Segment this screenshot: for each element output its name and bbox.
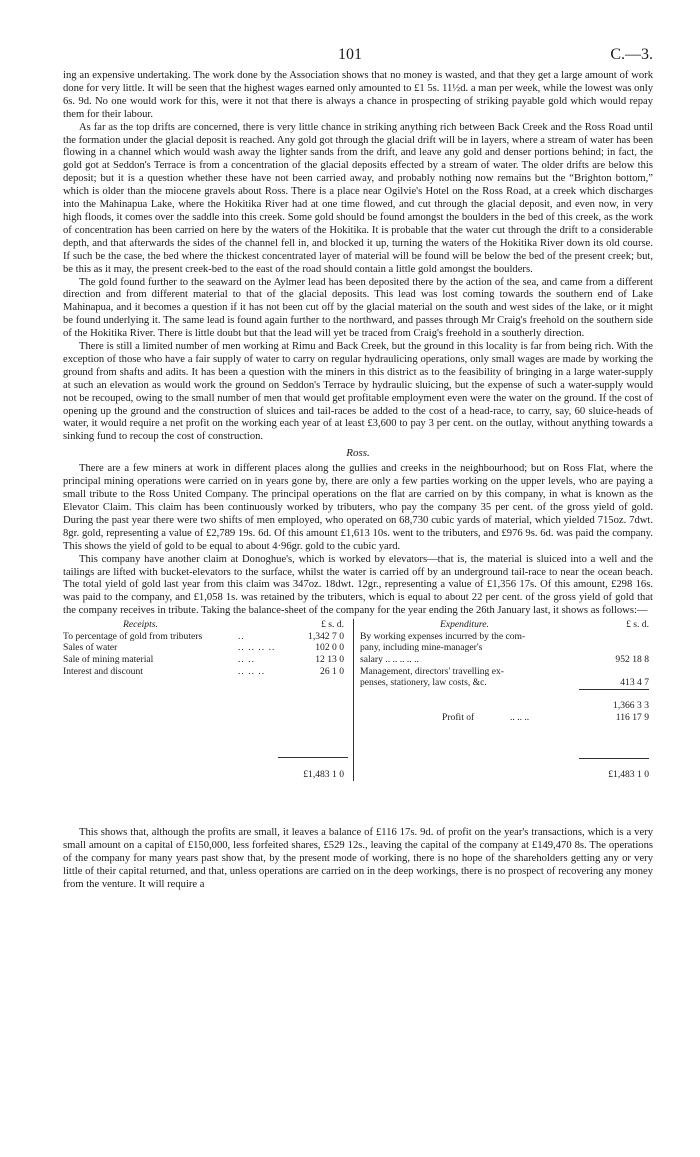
leader-dots: .. .. .. (238, 665, 266, 677)
receipt-row (63, 642, 348, 654)
profit-amount: 116 17 9 (615, 711, 649, 723)
report-reference: C.—3. (610, 46, 653, 63)
subtotal-rule (579, 689, 649, 690)
document-page (63, 46, 653, 892)
expenditure-total: £1,483 1 0 (608, 769, 649, 781)
receipt-label: Sale of mining material (63, 653, 154, 665)
total-rule (579, 758, 649, 759)
receipt-row (63, 666, 348, 678)
expenditure-row (360, 677, 653, 689)
receipt-label: Sales of water (63, 642, 118, 654)
paragraph: As far as the top drifts are concerned, there is very little chance in striking anything rich between Back Creek and the Ross Road until the formation under the glacial deposit is reached. Any gold got through the glacial drift will be in layers, where a stream of water has been flowing in a channel which would wash away the lighter sands from the drift, and leave any gold and denser portions behind; in fact, the gold got at Seddon's Terrace is from a concentration of the glacial deposits effected by a stream of water. The older drifts are below this deposit; but it is a question whether these have not been carried away, and probably nothing now remains but the “Brighton bottom,” which is older than the miocene gravels about Ross. There is a place near Ogilvie's Hotel on the Ross Road, at a creek which discharges into the Mahinapua Lake, where the Hokitika River had at one time flowed, and cut through the glacial deposit, and even now, in very high floods, it comes over the saddle into this creek. Some gold should be found amongst the boulders in the bed of this creek, as the work of concentration has been carried on here by the waters of the Hokitika. It is probable that the water cut through the drift to a considerable depth, and that afterwards the sides of the channel fell in, and blocked it up, turning the waters of the Hokitika River down its old course. If such be the case, the bed where the thickest concentrated layer of material will be found will be below the bed of the present creek; but, be this as it may, the present creek-bed to the east of the road should contain a little gold amongst the boulders. (63, 121, 653, 275)
paragraph: The gold found further to the seaward on the Aylmer lead has been deposited there by the action of the sea, and came from a different direction and from different material to that of the glacial deposits. This lead was lost coming towards the southern end of Lake Mahinapua, and it becomes a question if it has not been cut off by the glacial material on the south and west sides of the lake, or it might be found underlying it. The same lead is found again further to the northward, and passes through Mr Craig's freehold on the southern side of the Hokitika River. There is little doubt but that the lead will yet be traced from Craig's freehold in a southerly direction. (63, 276, 653, 340)
expenditure-row (360, 654, 653, 666)
leader-dots: .. .. (238, 653, 255, 665)
expenditure-column (353, 619, 653, 781)
receipts-caption: Receipts. (123, 619, 158, 631)
expenditure-amount: 413 4 7 (620, 677, 649, 689)
paragraph: ing an expensive undertaking. The work done by the Association shows that no money is wasted, and that they get a large amount of work done for very little. It will be seen that the highest wages earned only amounted to £1 5s. 11½d. a man per week, while the lowest was only 6s. 9d. No one would work for this, were it not that there is always a chance in prospecting of striking payable gold which would repay them for their labour. (63, 70, 653, 120)
total-rule (278, 757, 348, 758)
paragraph: This company have another claim at Donoghue's, which is worked by elevators—that is, the material is sluiced into a well and the tailings are lifted with bucket-elevators to the surface, whilst the water is carried off by an underground tail-race to near the ocean beach. The total yield of gold last year from this claim was 347oz. 18dwt. 12gr., representing a value of £1,356 17s. Of this amount, £298 16s. was paid to the company, and £1,058 1s. was retained by the tributers, which is equal to about 22 per cent. of the gross yield of gold that the company receives in tribute. Taking the balance-sheet of the company for the year ending the 26th January last, it shows as follows:— (63, 553, 653, 617)
receipt-amount: 12 13 0 (315, 653, 344, 665)
paragraph: There are a few miners at work in different places along the gullies and creeks in the neighbourhood; but on Ross Flat, where the principal mining operations were carried on in years gone by, there are only a few parties working on the upper levels, who are paying a small tribute to the Ross United Company. The principal operations on the flat are carried on by this company, in what is known as the Elevator Claim. This claim has been continuously worked by tributers, who pay the company 35 per cent. of the gross yield of gold. During the past year there were two shifts of men employed, who operated on 68,730 cubic yards of material, which yielded 715oz. 7dwt. 8gr. gold, representing a value of £2,789 19s. 6d. Of this amount £1,613 10s. went to the tributers, and £976 9s. 6d. was paid the company. This shows the yield of gold to be equal to about 4·96gr. gold to the cubic yard. (63, 463, 653, 552)
expenditure-amount: 952 18 8 (615, 653, 649, 665)
receipts-column (63, 619, 348, 780)
page-number: 101 (338, 46, 362, 63)
expenditure-row (360, 631, 653, 643)
receipt-amount: 26 1 0 (320, 665, 344, 677)
page-header (63, 46, 653, 70)
paragraph: This shows that, although the profits are small, it leaves a balance of £116 17s. 9d. of profit on the year's transactions, which is a very small amount on a capital of £150,000, less forfeited shares, £529 12s., leaving the capital of the company at £149,470 8s. The operations of the company for many years past show that, by the present mode of working, there is no hope of the shareholders getting any or very little of their capital returned, and that, unless operations are carried on in the deep workings, there is no prospect of recovering any money from the venture. It will require a (63, 827, 653, 890)
balance-sheet (63, 619, 653, 827)
receipt-amount: 102 0 0 (315, 642, 344, 654)
section-heading: Ross. (346, 447, 370, 460)
leader-dots: .. .. .. (510, 711, 530, 723)
receipt-row (63, 631, 348, 643)
expenditure-caption: Expenditure. (440, 619, 489, 631)
money-header: £ s. d. (626, 619, 649, 631)
expenditure-label: pany, including mine-manager's (360, 642, 483, 654)
expenditure-row (360, 642, 653, 654)
money-header: £ s. d. (321, 619, 344, 631)
expenditure-label: Management, directors' travelling ex- (360, 665, 504, 677)
expenditure-label: penses, stationery, law costs, &c. (360, 677, 487, 689)
receipt-label: To percentage of gold from tributers (63, 630, 203, 642)
leader-dots: .. (238, 630, 245, 642)
expenditure-label: salary .. .. .. .. .. (360, 653, 419, 665)
expenditure-label: By working expenses incurred by the com- (360, 630, 526, 642)
profit-label: Profit of (442, 711, 475, 723)
paragraph: There is still a limited number of men working at Rimu and Back Creek, but the ground in this locality is far from being rich. With the exception of those who have a fair supply of water to carry on regular hydraulicing operations, only small wages are made by working the ground from shafts and adits. It has been a question with the miners in this district as to the feasibility of bringing in a large water-supply at such an elevation as would work the ground on Seddon's Terrace by hydraulic sluicing, but the expense of such a water-supply would not be recouped, owing to the small number of men that would get profitable employment even were the water on the ground. If the cost of opening up the ground and the construction of sluices and tail-races be added to the cost of a head-race, to carry, say, 60 sluice-heads of water, it would require a net profit on the working each year of at least £3,600 to pay 3 per cent. on the outlay, without anything towards a sinking fund to recoup the cost of construction. (63, 341, 653, 443)
expenditure-subtotal: 1,366 3 3 (613, 700, 649, 712)
receipts-total: £1,483 1 0 (303, 768, 344, 780)
expenditure-row (360, 666, 653, 678)
receipt-amount: 1,342 7 0 (308, 630, 344, 642)
receipt-row (63, 654, 348, 666)
receipt-label: Interest and discount (63, 665, 143, 677)
leader-dots: .. .. .. .. (238, 642, 276, 654)
